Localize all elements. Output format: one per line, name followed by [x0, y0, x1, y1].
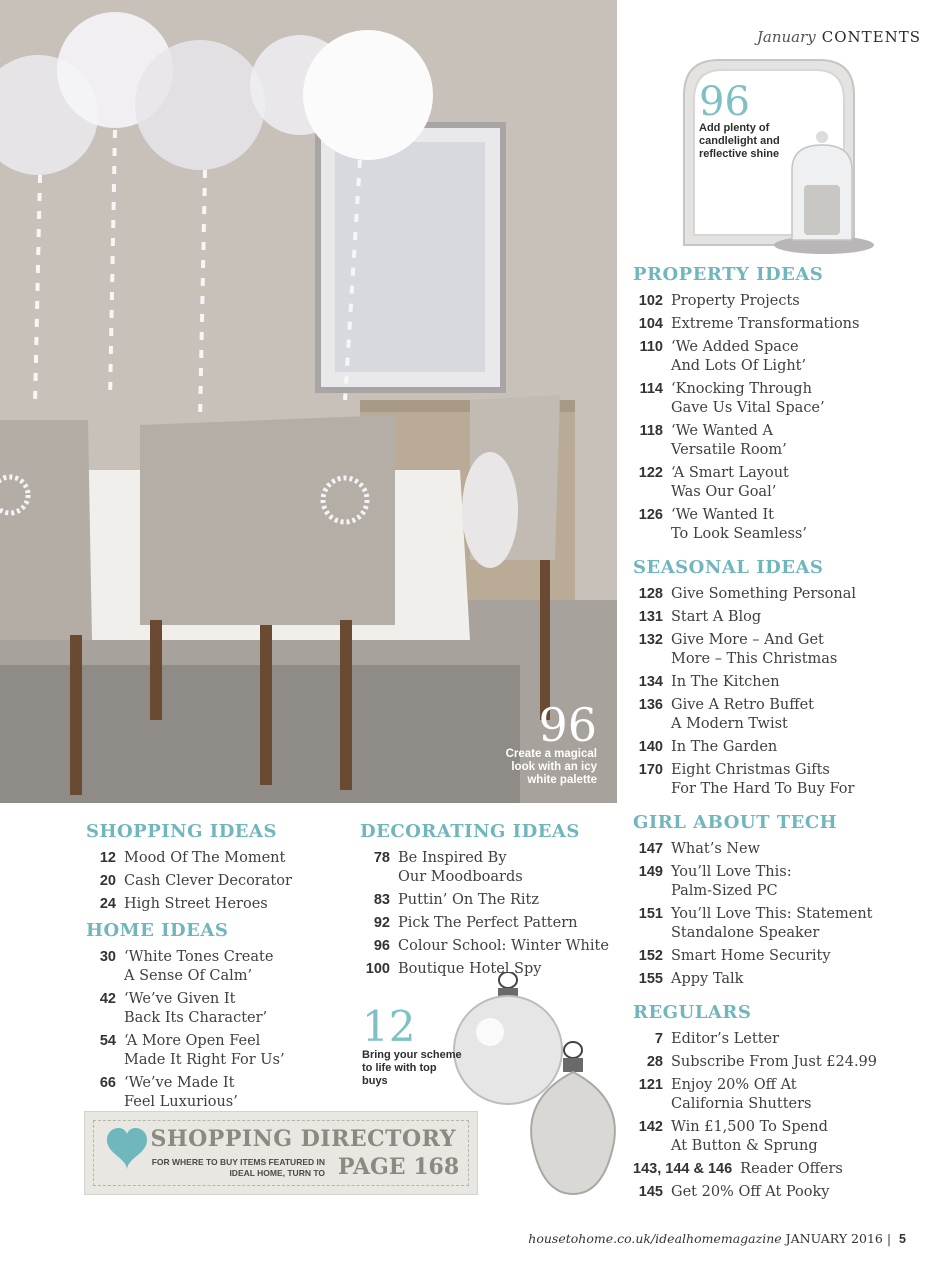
- section-regulars: [633, 1002, 933, 1206]
- list-item[interactable]: 42 ‘We’ve Given It Back Its Character’: [99, 991, 268, 1026]
- shopping-directory-box[interactable]: [84, 1111, 478, 1195]
- list-item[interactable]: 132 Give More – And Get More – This Christmas: [638, 632, 838, 667]
- list-item[interactable]: 134 In The Kitchen: [638, 674, 780, 690]
- section-title: SEASONAL IDEAS: [633, 557, 824, 578]
- list-item[interactable]: 78 Be Inspired By Our Moodboards: [373, 850, 523, 885]
- list-item[interactable]: 152 Smart Home Security: [638, 948, 831, 964]
- entry-list: [86, 849, 356, 914]
- section-property-ideas: [633, 264, 933, 548]
- hero-caption: [497, 698, 597, 787]
- directory-page-link[interactable]: PAGE 168: [338, 1154, 460, 1180]
- list-item[interactable]: 121 Enjoy 20% Off At California Shutters: [638, 1077, 812, 1112]
- header-title: CONTENTS: [821, 28, 921, 46]
- list-item[interactable]: 104 Extreme Transformations: [638, 316, 860, 332]
- entry-list: [633, 585, 933, 799]
- section-title: GIRL ABOUT TECH: [633, 812, 838, 833]
- mirror-caption: [699, 79, 799, 161]
- footer-url[interactable]: housetohome.co.uk/idealhomemagazine: [528, 1231, 782, 1246]
- directory-subtitle: FOR WHERE TO BUY ITEMS FEATURED IN IDEAL HOME, TURN TO: [151, 1157, 325, 1178]
- entry-list: [360, 849, 620, 979]
- mirror-caption-text: Add plenty of candlelight and reflective shine: [699, 122, 780, 160]
- list-item[interactable]: 20 Cash Clever Decorator: [99, 873, 292, 889]
- section-seasonal-ideas: [633, 557, 933, 803]
- list-item[interactable]: 122 ‘A Smart Layout Was Our Goal’: [638, 465, 789, 500]
- hero-photo: [0, 0, 617, 803]
- section-title: REGULARS: [633, 1002, 752, 1023]
- list-item[interactable]: 92 Pick The Perfect Pattern: [373, 915, 578, 931]
- list-item[interactable]: 83 Puttin’ On The Ritz: [373, 892, 539, 908]
- mirror-page-number: 96: [699, 79, 750, 125]
- list-item[interactable]: 114 ‘Knocking Through Gave Us Vital Space’: [639, 381, 825, 416]
- entry-list: [633, 1030, 933, 1202]
- directory-title: SHOPPING DIRECTORY: [150, 1126, 456, 1152]
- list-item[interactable]: 66 ‘We’ve Made It Feel Luxurious’: [99, 1075, 238, 1110]
- ornament-caption: [362, 1002, 462, 1088]
- list-item[interactable]: 131 Start A Blog: [638, 609, 762, 625]
- list-item[interactable]: 170 Eight Christmas Gifts For The Hard To Buy For: [638, 762, 855, 797]
- page-footer: [528, 1231, 906, 1246]
- list-item[interactable]: 54 ‘A More Open Feel Made It Right For Us’: [99, 1033, 285, 1068]
- section-home-ideas: [86, 920, 356, 1116]
- footer-divider: |: [886, 1231, 892, 1246]
- list-item[interactable]: 118 ‘We Wanted A Versatile Room’: [639, 423, 787, 458]
- list-item[interactable]: 12 Mood Of The Moment: [99, 850, 286, 866]
- list-item[interactable]: 28 Subscribe From Just £24.99: [646, 1054, 878, 1070]
- list-item[interactable]: 142 Win £1,500 To Spend At Button & Sprung: [638, 1119, 828, 1154]
- list-item[interactable]: 100 Boutique Hotel Spy: [365, 961, 542, 977]
- list-item[interactable]: 7 Editor’s Letter: [654, 1031, 780, 1047]
- section-girl-about-tech: [633, 812, 933, 993]
- list-item[interactable]: 155 Appy Talk: [638, 971, 744, 987]
- list-item[interactable]: 128 Give Something Personal: [638, 586, 857, 602]
- section-shopping-ideas: [86, 821, 356, 918]
- entry-list: [633, 292, 933, 544]
- section-title: PROPERTY IDEAS: [633, 264, 824, 285]
- footer-issue: JANUARY 2016: [785, 1231, 883, 1246]
- list-item[interactable]: 143, 144 & 146 Reader Offers: [633, 1161, 843, 1177]
- list-item[interactable]: 96 Colour School: Winter White: [373, 938, 609, 954]
- list-item[interactable]: 149 You’ll Love This: Palm-Sized PC: [638, 864, 792, 899]
- list-item[interactable]: 147 What’s New: [638, 841, 761, 857]
- section-decorating-ideas: [360, 821, 620, 983]
- ornament-page-number: 12: [362, 1002, 416, 1051]
- dining-room-illustration: [0, 0, 617, 803]
- list-item[interactable]: 110 ‘We Added Space And Lots Of Light’: [639, 339, 807, 374]
- hero-page-number: 96: [538, 698, 597, 752]
- list-item[interactable]: 24 High Street Heroes: [99, 896, 268, 912]
- entry-list: [633, 840, 933, 989]
- entry-list: [86, 948, 356, 1112]
- list-item[interactable]: 102 Property Projects: [638, 293, 800, 309]
- ornament-caption-text: Bring your scheme to life with top buys: [362, 1049, 462, 1087]
- section-title: DECORATING IDEAS: [360, 821, 580, 842]
- hero-caption-text: Create a magical look with an icy white palette: [505, 748, 597, 786]
- list-item[interactable]: 151 You’ll Love This: Statement Standalone Speaker: [638, 906, 873, 941]
- section-title: HOME IDEAS: [86, 920, 229, 941]
- list-item[interactable]: 30 ‘White Tones Create A Sense Of Calm’: [99, 949, 274, 984]
- section-title: SHOPPING IDEAS: [86, 821, 277, 842]
- page-header: [757, 28, 921, 46]
- footer-page-number: 5: [899, 1232, 906, 1246]
- list-item[interactable]: 136 Give A Retro Buffet A Modern Twist: [638, 697, 814, 732]
- list-item[interactable]: 140 In The Garden: [638, 739, 778, 755]
- list-item[interactable]: 126 ‘We Wanted It To Look Seamless’: [638, 507, 807, 542]
- header-month: January: [756, 28, 816, 46]
- list-item[interactable]: 145 Get 20% Off At Pooky: [638, 1184, 830, 1200]
